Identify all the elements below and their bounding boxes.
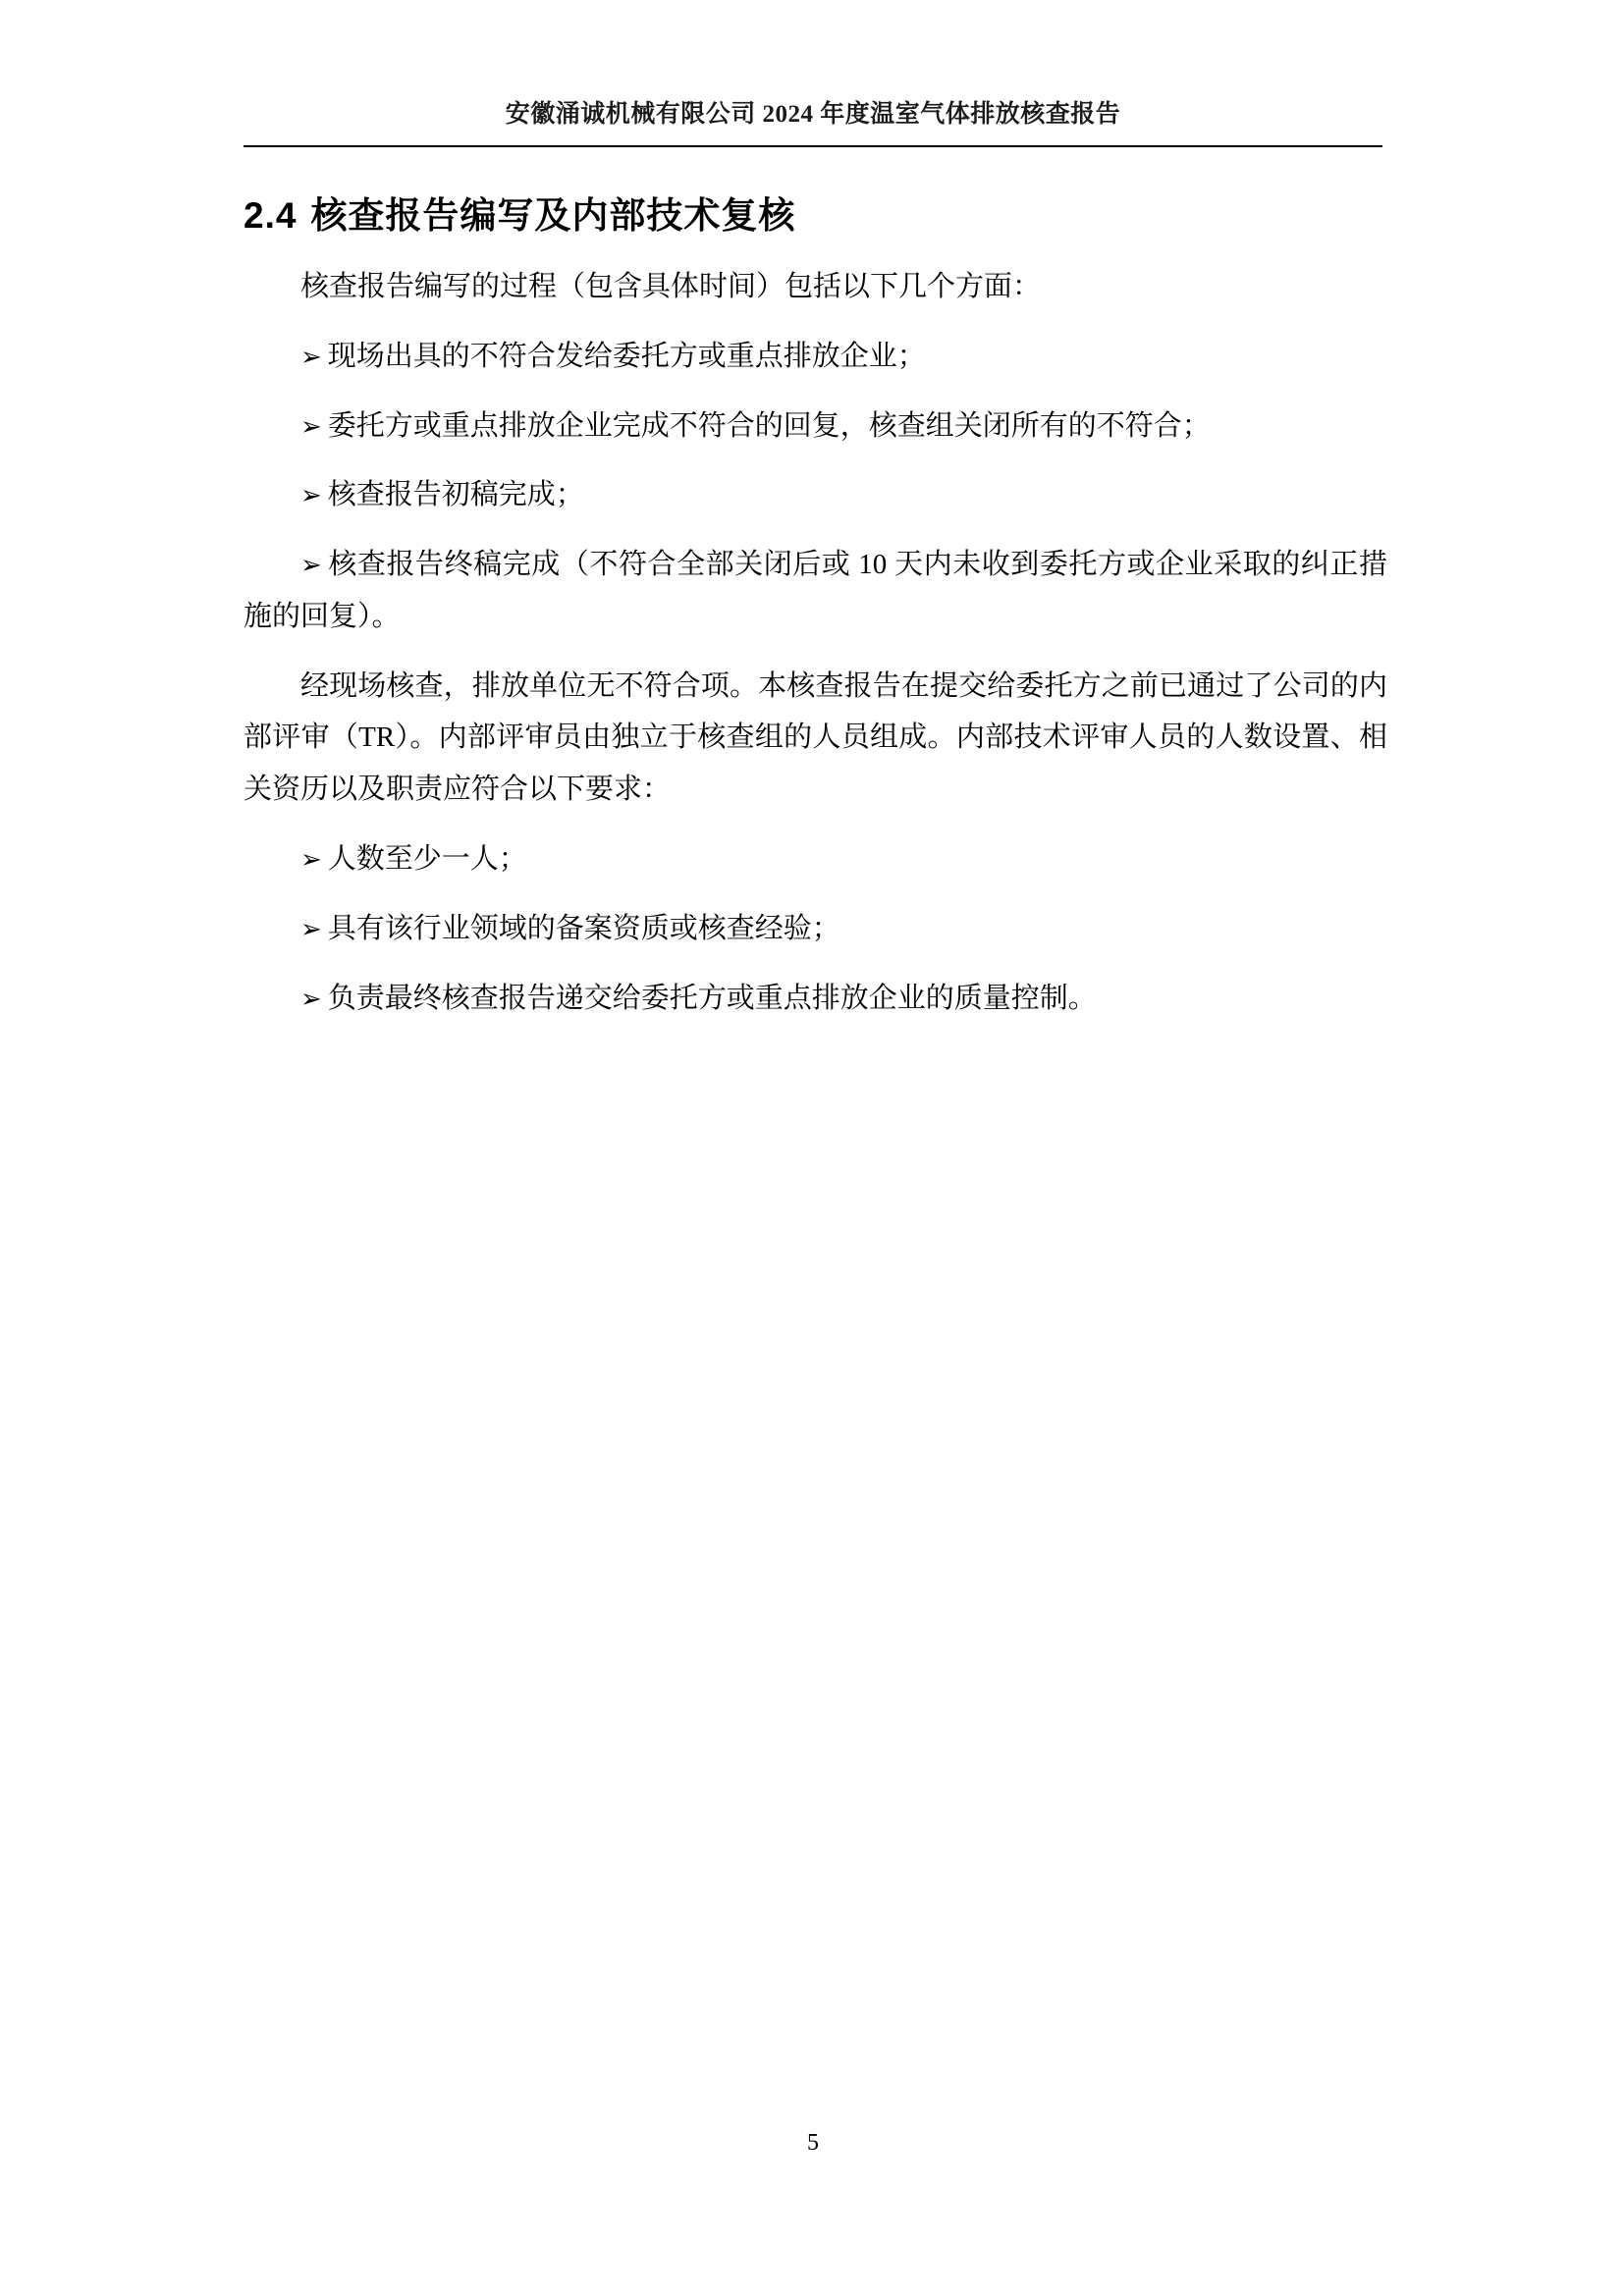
page-content — [244, 192, 1387, 1041]
list-item — [244, 833, 1387, 885]
arrow-bullet-icon: ➢ — [300, 411, 322, 442]
intro-paragraph: 核查报告编写的过程（包含具体时间）包括以下几个方面： — [300, 271, 1042, 303]
section-title-text: 核查报告编写及内部技术复核 — [310, 195, 796, 236]
section-number: 2.4 — [244, 195, 298, 236]
header-divider — [244, 145, 1382, 147]
list-item-text: 现场出具的不符合发给委托方或重点排放企业； — [327, 340, 926, 372]
page-number: 5 — [807, 2130, 819, 2156]
arrow-bullet-icon: ➢ — [300, 481, 322, 511]
arrow-bullet-icon: ➢ — [300, 551, 322, 581]
list-item — [244, 400, 1387, 453]
list-item-text: 人数至少一人； — [327, 842, 527, 875]
arrow-bullet-icon: ➢ — [300, 342, 322, 372]
running-title: 安徽涌诚机械有限公司 2024 年度温室气体排放核查报告 — [505, 101, 1121, 128]
list-item — [244, 539, 1387, 643]
list-item-text: 具有该行业领域的备案资质或核查经验； — [327, 912, 840, 944]
arrow-bullet-icon: ➢ — [300, 984, 322, 1014]
list-item-text: 核查报告终稿完成（不符合全部关闭后或 10 天内未收到委托方或企业采取的纠正措施的回复）。 — [244, 549, 1387, 632]
list-item — [244, 331, 1387, 383]
list-item-text: 负责最终核查报告递交给委托方或重点排放企业的质量控制。 — [327, 982, 1097, 1014]
list-item-text: 核查报告初稿完成； — [327, 479, 584, 511]
page-footer — [244, 2130, 1382, 2157]
page-header — [244, 94, 1382, 130]
section-heading — [244, 192, 1387, 240]
list-item — [244, 903, 1387, 955]
list-item — [244, 469, 1387, 521]
arrow-bullet-icon: ➢ — [300, 844, 322, 875]
arrow-bullet-icon: ➢ — [300, 914, 322, 944]
list-item-text: 委托方或重点排放企业完成不符合的回复，核查组关闭所有的不符合； — [327, 409, 1211, 442]
review-paragraph: 经现场核查，排放单位无不符合项。本核查报告在提交给委托方之前已通过了公司的内部评审（TR）。内部评审员由独立于核查组的人员组成。内部技术评审人员的人数设置、相关资历以及职责应符合以下要求： — [244, 669, 1387, 806]
list-item — [244, 973, 1387, 1025]
